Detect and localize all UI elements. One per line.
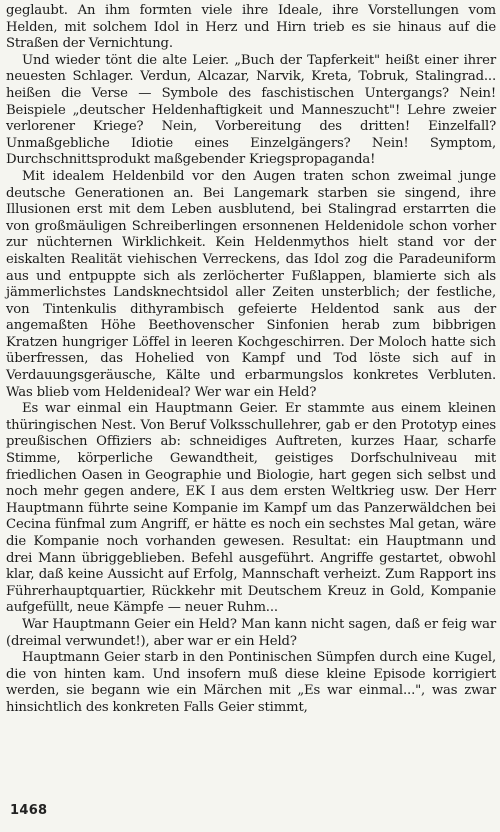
paragraph-hero-ideal: Mit idealem Heldenbild vor den Augen traten schon zweimal junge deutsche Generationen an. Bei Langemark starben sie singend, ihre Illusionen erst mit dem Leben ausblutend, bei Stalingrad erstarrten die von großmäuligen Schreiberlingen ersonnenen Heldenidole schon vorher zur nüchternen Wirklichkeit. Kein Heldenmythos hielt stand vor der eiskalten Realität viehischen Verreckens, das Idol zog die Paradeuniform aus und entpuppte sich als zerlöcherter Fußlappen, blamierte sich als jämmerlichstes Landsknechtsidol aller Zeiten unsterblich; der festliche, von Tintenkulis dithyrambisch gefeierte Heldentod sank aus der angemaßten Höhe Beethovenscher Sinfonien herab zum bibbrigen Kratzen hungriger Löffel in leeren Kochgeschirren. Der Moloch hatte sich überfressen, das Hohelied von Kampf und Tod löste sich auf in Verdauungsgeräusche, Kälte und erbarmungslos konkretes Verbluten. Was blieb vom Heldenideal? Wer war ein Held? bbox=[6, 168, 496, 400]
paragraph-geier-death: Hauptmann Geier starb in den Pontinischen Sümpfen durch eine Kugel, die von hinten kam. Und insofern muß diese kleine Episode korrigiert werden, sie begann wie ein Märchen mit „Es war einmal...", was zwar hinsichtlich des konkreten Falls Geier stimmt, bbox=[6, 650, 496, 715]
paragraph-continuation: geglaubt. An ihm formten viele ihre Ideale, ihre Vorstellungen vom Helden, mit solchem Idol in Herz und Hirn trieb es sie hinaus auf die Straßen der Vernichtung. bbox=[6, 3, 496, 52]
document-page bbox=[6, 3, 496, 829]
paragraph-was-he-a-hero: War Hauptmann Geier ein Held? Man kann nicht sagen, daß er feig war (dreimal verwundet!), aber war er ein Held? bbox=[6, 616, 496, 649]
paragraph-book-of-bravery: Und wieder tönt die alte Leier. „Buch der Tapferkeit" heißt einer ihrer neuesten Schlager. Verdun, Alcazar, Narvik, Kreta, Tobruk, Stalingrad... heißen die Verse — Symbole des faschistischen Untergangs? Nein! Beispiele „deutscher Heldenhaftigkeit und Manneszucht"! Lehre zweier verlorener Kriege? Nein, Vorbereitung des dritten! Einzelfall? Unmaßgebliche Idiotie eines Einzelgängers? Nein! Symptom, Durchschnittsprodukt maßgebender Kriegspropaganda! bbox=[6, 52, 496, 168]
page-number: 1468 bbox=[10, 803, 48, 818]
paragraph-captain-geier: Es war einmal ein Hauptmann Geier. Er stammte aus einem kleinen thüringischen Nest. Von Beruf Volksschullehrer, gab er den Prototyp eines preußischen Offiziers ab: schneidiges Auftreten, kurzes Haar, scharfe Stimme, körperliche Gewandtheit, geistiges Dorfschulniveau mit friedlichen Oasen in Geographie und Biologie, hart gegen sich selbst und noch mehr gegen andere, EK I aus dem ersten Weltkrieg usw. Der Herr Hauptmann führte seine Kompanie im Kampf um das Panzerwäldchen bei Cecina fünfmal zum Angriff, er hätte es noch ein sechstes Mal getan, wäre die Kompanie noch vorhanden gewesen. Resultat: ein Hauptmann und drei Mann übriggeblieben. Befehl ausgeführt. Angriffe gestartet, obwohl klar, daß keine Aussicht auf Erfolg, Mannschaft verheizt. Zum Rapport ins Führerhauptquartier, Rückkehr mit Deutschem Kreuz in Gold, Kompanie aufgefüllt, neue Kämpfe — neuer Ruhm... bbox=[6, 401, 496, 616]
body-text bbox=[6, 3, 496, 717]
